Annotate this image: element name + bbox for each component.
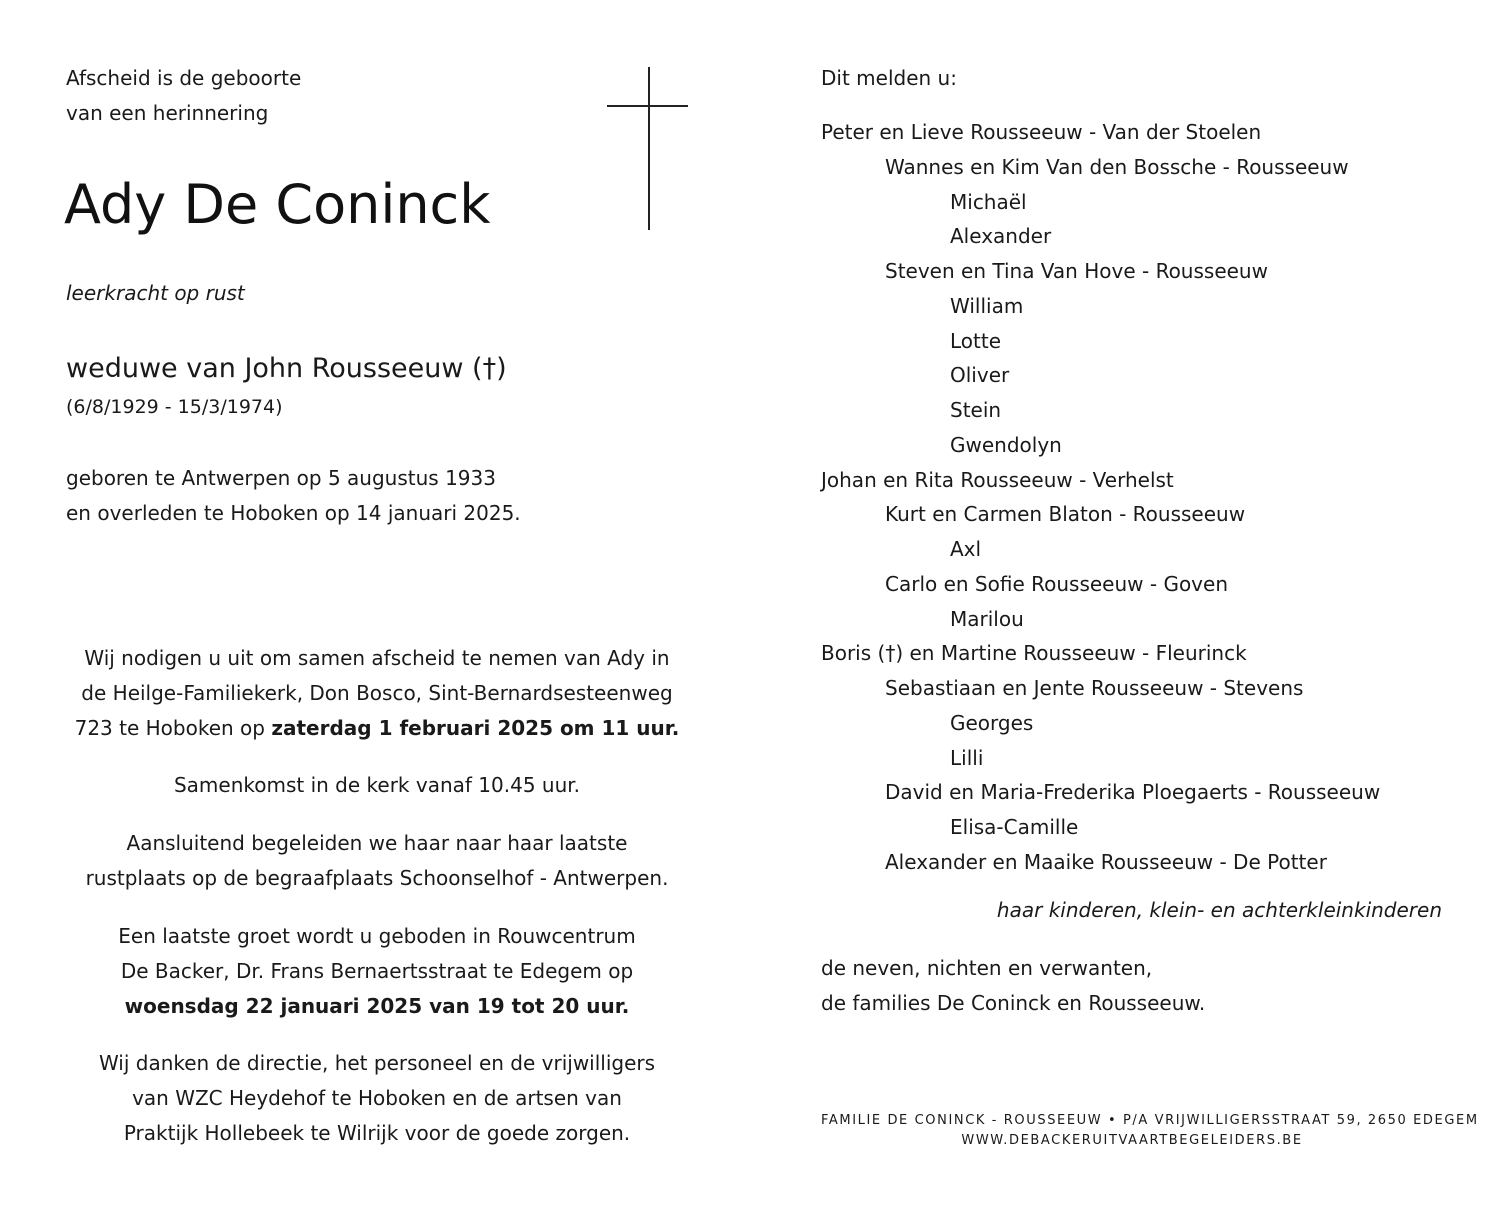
deceased-occupation: leerkracht op rust xyxy=(66,281,245,305)
birth-line: geboren te Antwerpen op 5 augustus 1933 xyxy=(66,466,496,490)
quote-line-1: Afscheid is de geboorte xyxy=(66,66,302,90)
family-member: Stein xyxy=(950,398,1002,422)
family-member: Wannes en Kim Van den Bossche - Rousseeuw xyxy=(885,154,1349,179)
funeral-date: zaterdag 1 februari 2025 om 11 uur. xyxy=(271,716,680,740)
family-member: Sebastiaan en Jente Rousseeuw - Stevens xyxy=(885,676,1304,700)
greeting-date: woensdag 22 januari 2025 van 19 tot 20 uur. xyxy=(124,994,630,1018)
announce-heading: Dit melden u: xyxy=(821,66,957,90)
family-member: Axl xyxy=(950,537,982,561)
gathering-paragraph: Samenkomst in de kerk vanaf 10.45 uur. xyxy=(173,773,581,797)
family-member: Michaël xyxy=(950,189,1027,214)
relatives-paragraph xyxy=(821,951,1205,1021)
cross-icon-horizontal xyxy=(607,105,688,107)
thanks-paragraph xyxy=(66,1046,688,1151)
burial-paragraph xyxy=(66,826,688,896)
relation-line: haar kinderen, klein- en achterkleinkinderen xyxy=(996,898,1442,922)
greeting-line-1: Een laatste groet wordt u geboden in Rouwcentrum xyxy=(118,924,636,948)
relatives-line-2: de families De Coninck en Rousseeuw. xyxy=(821,991,1206,1015)
opening-quote xyxy=(66,61,301,131)
family-member: Gwendolyn xyxy=(950,432,1062,457)
relatives-line-1: de neven, nichten en verwanten, xyxy=(821,956,1153,980)
family-member: Johan en Rita Rousseeuw - Verhelst xyxy=(821,467,1174,492)
family-member: Peter en Lieve Rousseeuw - Van der Stoelen xyxy=(821,120,1262,144)
deceased-name: Ady De Coninck xyxy=(64,173,491,236)
widow-of: weduwe van John Rousseeuw (†) xyxy=(66,353,507,384)
family-member: Elisa-Camille xyxy=(950,815,1079,839)
family-member: Steven en Tina Van Hove - Rousseeuw xyxy=(885,259,1268,283)
invitation-paragraph xyxy=(66,641,688,746)
family-list xyxy=(821,115,1380,880)
family-member: Marilou xyxy=(950,606,1024,631)
family-member: Lotte xyxy=(950,328,1002,353)
invitation-line-3-text: 723 te Hoboken op xyxy=(74,716,272,740)
family-member: Alexander en Maaike Rousseeuw - De Potter xyxy=(885,849,1327,874)
family-member: Oliver xyxy=(950,363,1010,388)
greeting-paragraph xyxy=(66,919,688,1024)
thanks-line-3: Praktijk Hollebeek te Wilrijk voor de goede zorgen. xyxy=(123,1121,631,1145)
burial-line-2: rustplaats op de begraafplaats Schoonselhof - Antwerpen. xyxy=(85,866,669,890)
husband-dates: (6/8/1929 - 15/3/1974) xyxy=(66,396,283,418)
footer-website: WWW.DEBACKERUITVAARTBEGELEIDERS.BE xyxy=(961,1133,1303,1148)
family-member: Alexander xyxy=(950,224,1052,249)
thanks-line-1: Wij danken de directie, het personeel en de vrijwilligers xyxy=(98,1051,656,1075)
invitation-line-3 xyxy=(66,711,688,746)
greeting-line-3 xyxy=(66,989,688,1024)
thanks-line-2: van WZC Heydehof te Hoboken en de artsen van xyxy=(132,1086,622,1110)
greeting-line-2: De Backer, Dr. Frans Bernaertsstraat te Edegem op xyxy=(120,959,634,983)
birth-death-info xyxy=(66,461,521,531)
family-member: Carlo en Sofie Rousseeuw - Goven xyxy=(885,571,1228,596)
quote-line-2: van een herinnering xyxy=(66,101,269,125)
footer-address: FAMILIE DE CONINCK - ROUSSEEUW • P/A VRIJWILLIGERSSTRAAT 59, 2650 EDEGEM xyxy=(821,1113,1479,1128)
burial-line-1: Aansluitend begeleiden we haar naar haar laatste xyxy=(126,831,628,855)
death-line: en overleden te Hoboken op 14 januari 2025. xyxy=(66,501,521,525)
family-member: David en Maria-Frederika Ploegaerts - Rousseeuw xyxy=(885,780,1381,805)
family-member: William xyxy=(950,293,1024,318)
family-member: Georges xyxy=(950,710,1034,735)
invitation-line-2: de Heilge-Familiekerk, Don Bosco, Sint-Bernardsesteenweg xyxy=(81,681,673,705)
invitation-line-1: Wij nodigen u uit om samen afscheid te nemen van Ady in xyxy=(84,646,670,670)
family-member: Kurt en Carmen Blaton - Rousseeuw xyxy=(885,502,1246,527)
family-member: Boris (†) en Martine Rousseeuw - Fleurinck xyxy=(821,641,1247,666)
family-member: Lilli xyxy=(950,745,984,770)
cross-icon-vertical xyxy=(648,67,650,230)
